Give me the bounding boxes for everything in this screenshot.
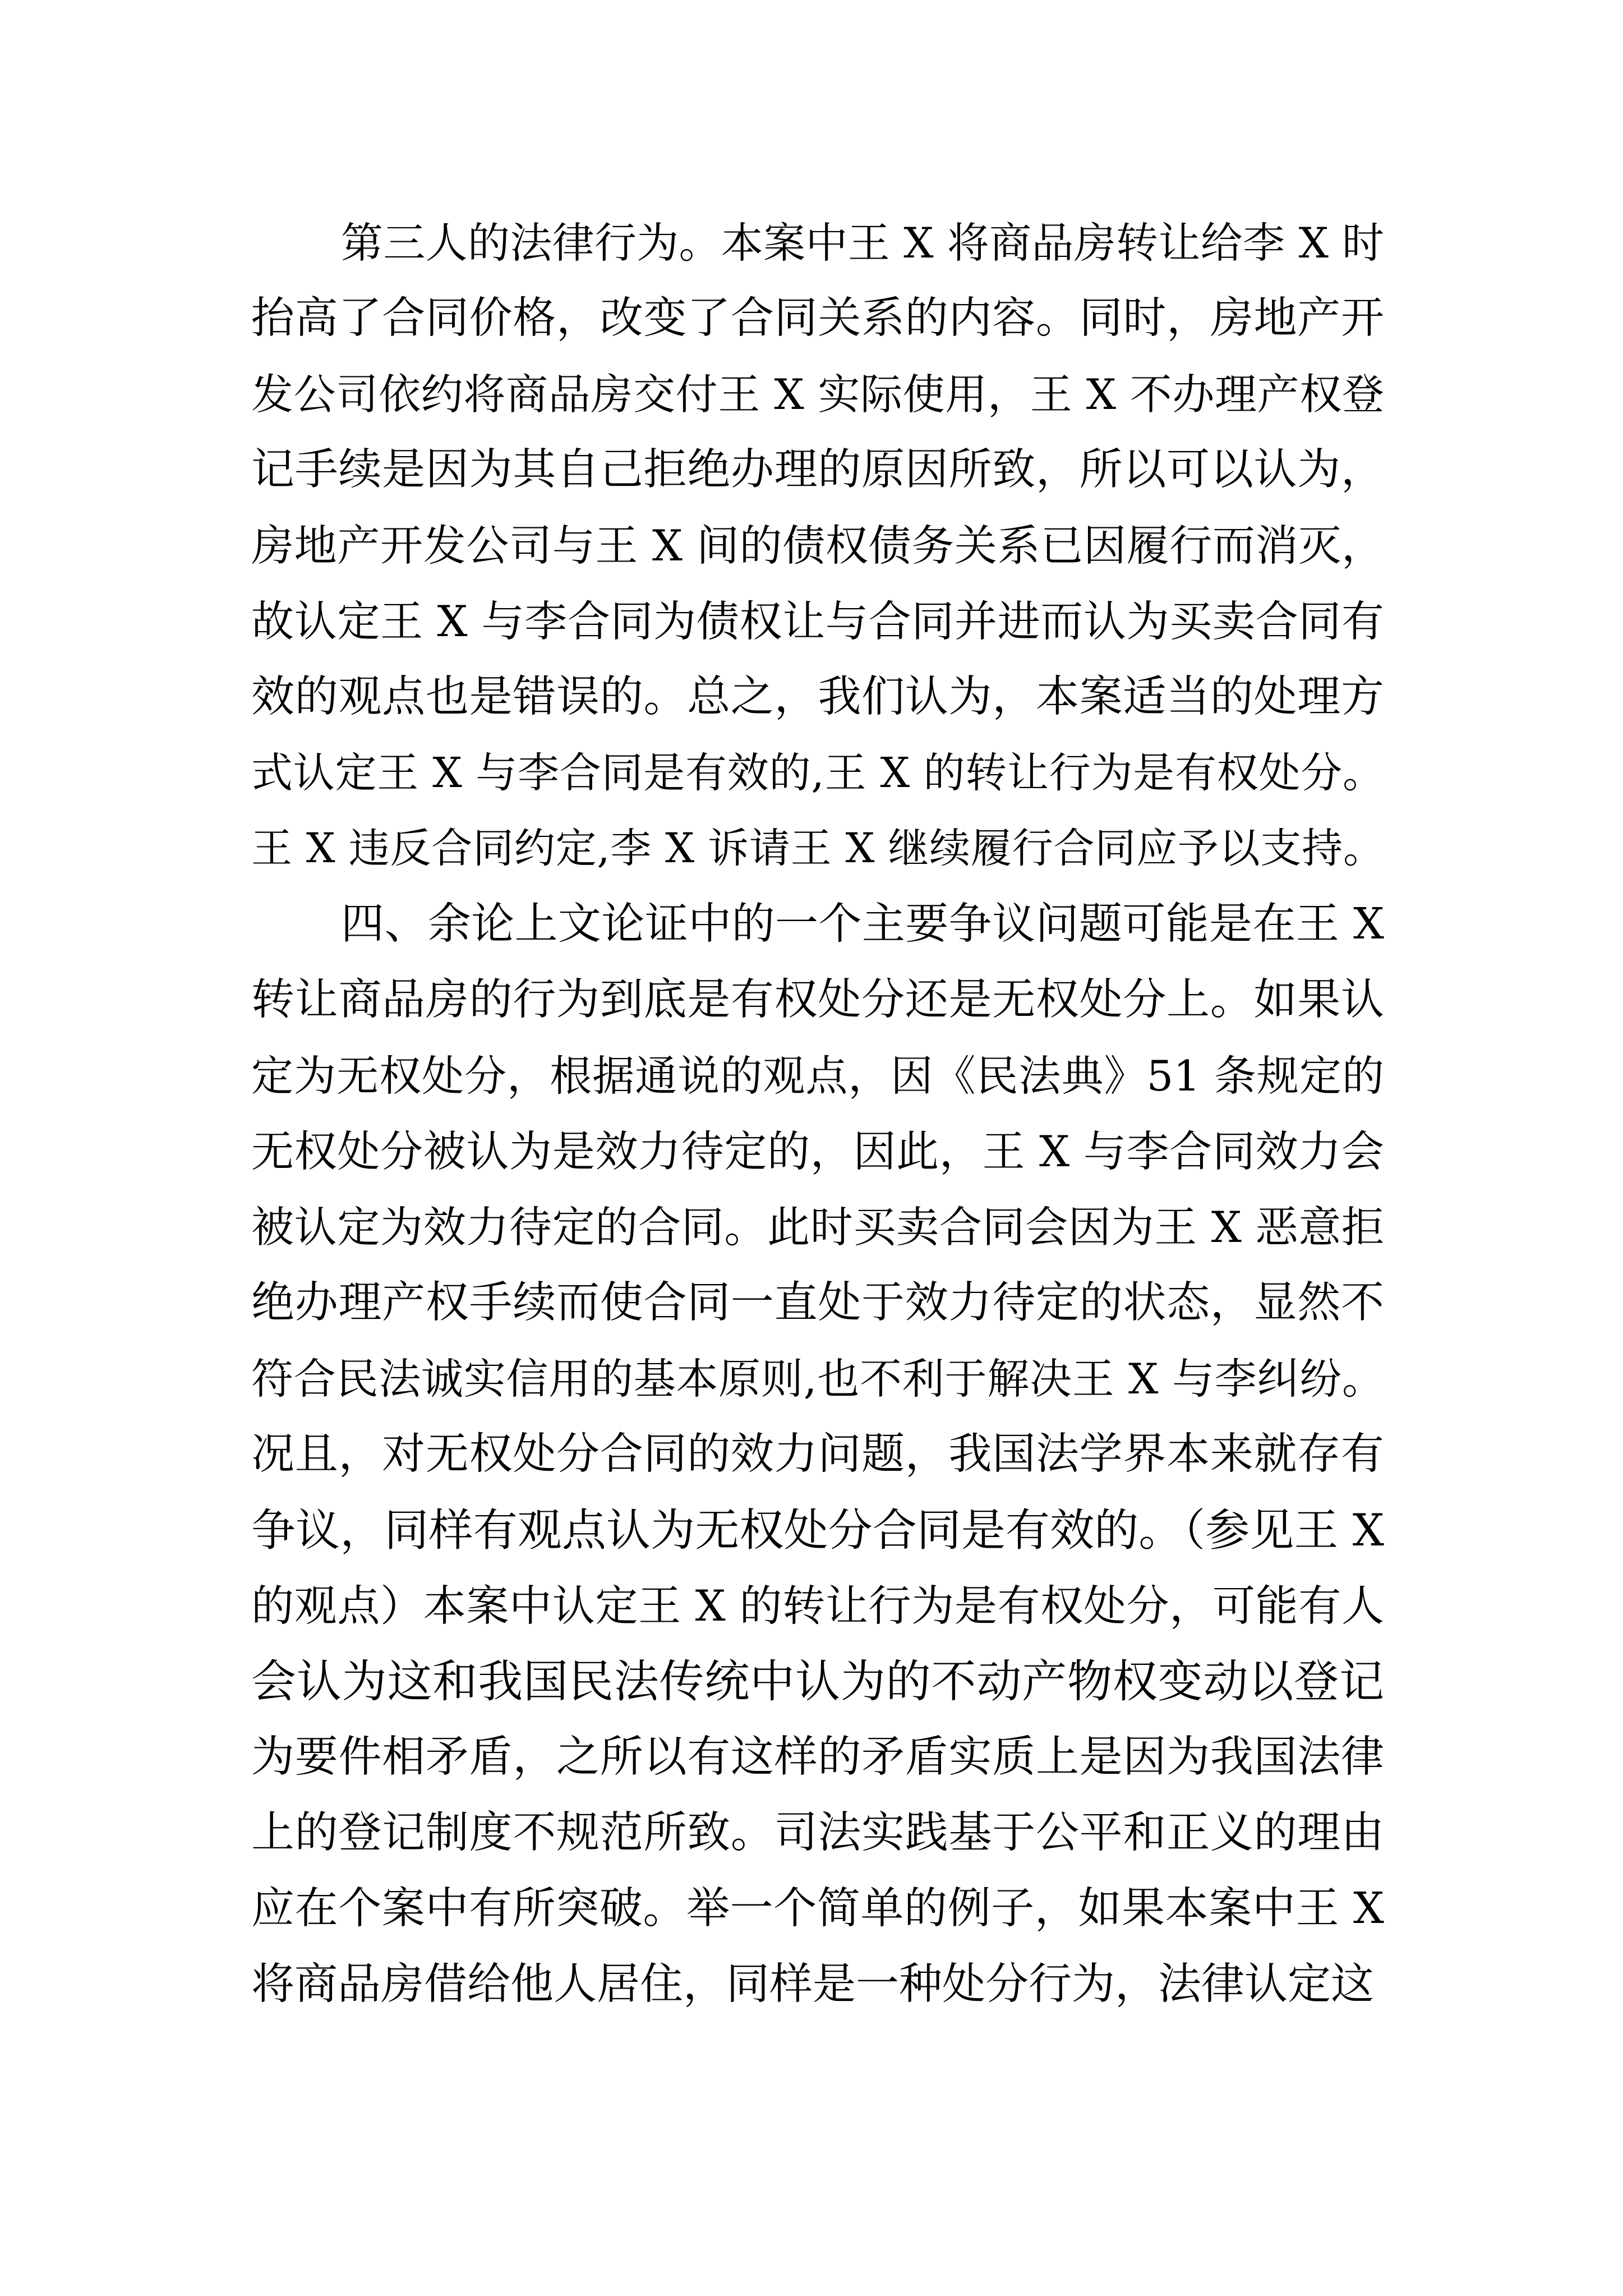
text-line-13: 无权处分被认为是效力待定的，因此，王 X 与李合同效力会 <box>251 1126 1384 1176</box>
text-line-2: 抬高了合同价格，改变了合同关系的内容。同时，房地产开 <box>251 293 1384 343</box>
text-line-6: 故认定王 X 与李合同为债权让与合同并进而认为买卖合同有 <box>251 596 1384 646</box>
text-line-19: 的观点）本案中认定王 X 的转让行为是有权处分，可能有人 <box>251 1581 1384 1631</box>
text-line-5: 房地产开发公司与王 X 间的债权债务关系已因履行而消灭， <box>251 521 1384 570</box>
text-line-24: 将商品房借给他人居住，同样是一种处分行为，法律认定这 <box>251 1959 1374 2009</box>
text-line-7: 效的观点也是错误的。总之，我们认为，本案适当的处理方 <box>251 672 1384 722</box>
text-line-16: 符合民法诚实信用的基本原则,也不利于解决王 X 与李纠纷。 <box>251 1354 1384 1404</box>
text-line-21: 为要件相矛盾，之所以有这样的矛盾实质上是因为我国法律 <box>251 1732 1384 1782</box>
text-line-11: 转让商品房的行为到底是有权处分还是无权处分上。如果认 <box>251 975 1384 1025</box>
text-line-23: 应在个案中有所突破。举一个简单的例子，如果本案中王 X <box>251 1884 1384 1934</box>
text-line-4: 记手续是因为其自己拒绝办理的原因所致，所以可以认为， <box>251 445 1384 495</box>
text-line-1: 第三人的法律行为。本案中王 X 将商品房转让给李 X 时 <box>341 218 1384 268</box>
text-line-3: 发公司依约将商品房交付王 X 实际使用，王 X 不办理产权登 <box>251 370 1384 419</box>
text-line-18: 争议，同样有观点认为无权处分合同是有效的。（参见王 X <box>251 1504 1384 1556</box>
text-line-12: 定为无权处分，根据通说的观点，因《民法典》51 条规定的 <box>251 1051 1384 1101</box>
text-line-10: 四、余论上文论证中的一个主要争议问题可能是在王 X <box>341 899 1384 949</box>
text-line-8: 式认定王 X 与李合同是有效的,王 X 的转让行为是有权处分。 <box>251 749 1384 797</box>
text-line-20: 会认为这和我国民法传统中认为的不动产物权变动以登记 <box>251 1655 1384 1708</box>
text-line-17: 况且，对无权处分合同的效力问题，我国法学界本来就存有 <box>251 1429 1384 1479</box>
text-line-22: 上的登记制度不规范所致。司法实践基于公平和正义的理由 <box>251 1808 1384 1858</box>
text-line-9: 王 X 违反合同约定,李 X 诉请王 X 继续履行合同应予以支持。 <box>251 825 1384 872</box>
text-line-15: 绝办理产权手续而使合同一直处于效力待定的状态，显然不 <box>251 1278 1384 1328</box>
text-line-14: 被认定为效力待定的合同。此时买卖合同会因为王 X 恶意拒 <box>251 1202 1384 1252</box>
